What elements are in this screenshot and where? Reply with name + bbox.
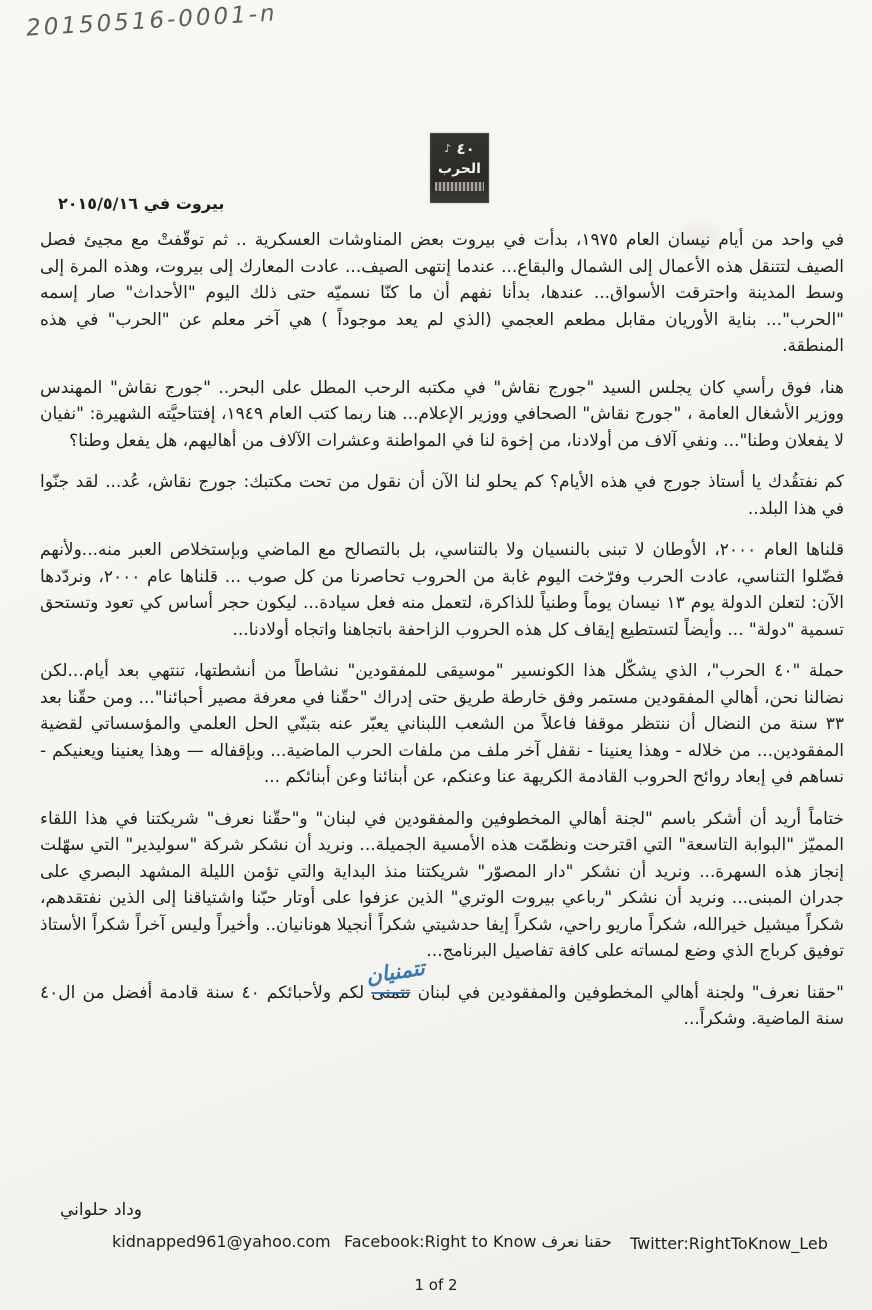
handwritten-correction: تتمنيان bbox=[363, 955, 426, 989]
paragraph: ختاماً أريد أن أشكر باسم "لجنة أهالي المخطوفين والمفقودين في لبنان" و"حقّنا نعرف" شريكتنا في هذا اللقاء المميّز "البوابة التاسعة" التي اقترحت ونظمّت هذه الأمسية الجميلة... ونريد أن نشكر شركة "سوليدير" التي سهّلت إنجاز هذه السهرة... ونريد أن نشكر "دار المصوّر" شريكتنا منذ البداية والتي تؤمن الليلة المشهد البصري على جدران المبنى... ونريد أن نشكر "رباعي بيروت الوتري" الذين عزفوا على أوتار حبّنا واشتياقنا إلى الذين نفتقدهم، شكراً ميشيل خيرالله، شكراً ماريو راحي، شكراً إيفا حدشيتي شكراً أنجيلا هونانيان.. وأخيراً وليس آخراً شكراً الأستاذ توفيق كرباج الذي وضع لمساته على كافة تفاصيل البرنامج... bbox=[40, 808, 844, 961]
letter-body bbox=[40, 227, 844, 1048]
logo-number: ♪ ٤٠ bbox=[444, 140, 475, 158]
dateline: بيروت في ٢٠١٥/٥/١٦ bbox=[58, 194, 225, 213]
logo-caption-strip bbox=[435, 182, 484, 191]
music-note-icon: ♪ bbox=[444, 142, 452, 155]
closing-paragraph bbox=[40, 955, 844, 1033]
paragraph: هنا، فوق رأسي كان يجلس السيد "جورج نقاش" في مكتبه الرحب المطل على البحر.. "جورج نقاش" المهندس ووزير الأشغال العامة ، "جورج نقاش" الصحافي ووزير الإعلام... هنا ربما كتب العام ١٩٤٩، إفتتاحيَّته الشهيرة: "نفيان لا يفعلان وطنا"... ونفي آلاف من أولادنا، من إخوة لنا في المواطنة وعشرات الآلاف من أهاليهم، هل يفعل وطنا؟ bbox=[40, 377, 844, 451]
page-number: 1 of 2 bbox=[414, 1276, 458, 1294]
logo-title: الحرب bbox=[438, 161, 481, 177]
closing-text-after: لكم ولأحبائكم ٤٠ سنة قادمة أفضل من ال٤٠ سنة الماضية. وشكراً... bbox=[40, 982, 844, 1029]
signature: وداد حلواني bbox=[60, 1200, 143, 1220]
struck-word: تتمنيان تتمنى bbox=[363, 955, 426, 1003]
paragraph: حملة "٤٠ الحرب"، الذي يشكّل هذا الكونسير "موسيقى للمفقودين" نشاطاً من أنشطتها، تنتهي بعد أيام...لكن نضالنا نحن، أهالي المفقودين مستمر وفق خارطة طريق حتى إدراك "حقّنا في معرفة مصير أحبائنا"... ومن حقّنا بعد ٣٣ سنة من النضال أن ننتظر موقفا فاعلاً من الشعب اللبناني يعبّر عنه بتبنّي الحل العلمي والمؤسساتي لقضية المفقودين... من خلاله - وهذا يعنينا - نقفل آخر ملف من ملفات الحرب الماضية... وبإقفاله — وهذا يعنينا ويعنيكم - نساهم في إبعاد روائح الحروب القادمة الكريهة عنا وعنكم، عن أبنائنا وعن أبنائكم ... bbox=[40, 661, 844, 787]
paragraph: في واحد من أيام نيسان العام ١٩٧٥، بدأت في بيروت بعض المناوشات العسكرية .. ثم توقّفتْ مع مجيئ فصل الصيف لتتنقل هذه الأعمال إلى الشمال والبقاع... عندما إنتهى الصيف... عادت المعارك إلى بيروت، وهذه المرة إلى وسط المدينة واحترقت الأسواق... عندها، بدأنا نفهم أن ما كنّا نسميّه حتى ذلك اليوم "الأحداث" صار إسمه "الحرب"... بناية الأوريان مقابل مطعم العجمي (الذي لم يعد موجوداً ) هي آخر معلم عن "الحرب" في هذه المنطقة. bbox=[40, 230, 844, 356]
war-40-campaign-logo bbox=[430, 133, 489, 203]
footer-facebook: Facebook:Right to Know حقنا نعرف bbox=[344, 1232, 612, 1251]
footer-twitter: Twitter:RightToKnow_Leb bbox=[630, 1234, 828, 1253]
footer-email: kidnapped961@yahoo.com bbox=[112, 1232, 331, 1251]
handwritten-scan-id: 20150516-0001-n bbox=[25, 0, 279, 42]
paragraph: كم نفتقُدك يا أستاذ جورج في هذه الأيام؟ كم يحلو لنا الآن أن نقول من تحت مكتبك: جورج نقاش، عُد... لقد جنّوا في هذا البلد.. bbox=[40, 472, 844, 519]
paragraph: قلناها العام ٢٠٠٠، الأوطان لا تبنى بالنسيان ولا بالتناسي، بل بالتصالح مع الماضي وبإستخلاص العبر منه...ولأنهم فضّلوا التناسي، عادت الحرب وفرّخت اليوم غابة من الحروب تحاصرنا من كل صوب ... قلناها عام ٢٠٠٠، ونردّدها الآن: لتعلن الدولة يوم ١٣ نيسان يوماً وطنياً للذاكرة، لتعمل منه فعل سيادة... ليكون حجر أساس كي تعود وتستحق تسمية "دولة" ... وأيضاً لتستطيع إيقاف كل هذه الحروب الزاحفة باتجاهنا واتجاه أولادنا... bbox=[40, 540, 845, 640]
closing-text-before: "حقنا نعرف" ولجنة أهالي المخطوفين والمفقودين في لبنان bbox=[410, 982, 844, 1003]
